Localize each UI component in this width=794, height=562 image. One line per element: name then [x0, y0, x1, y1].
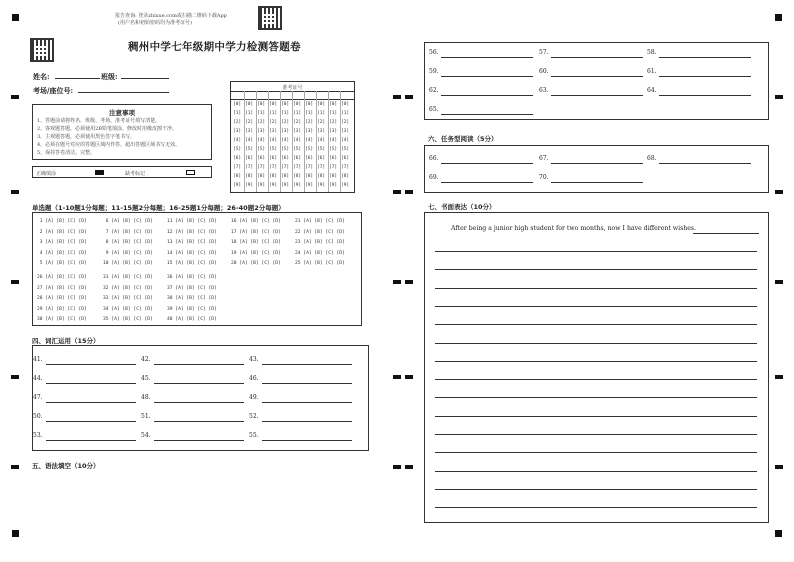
notice-title: 注意事项 [109, 109, 135, 117]
mcq-item[interactable]: 18 [A] [B] [C] [D] [231, 240, 281, 245]
writing-line[interactable] [435, 434, 757, 435]
exam-id-bubble[interactable]: [9] [233, 183, 242, 188]
question-number: 49. [249, 394, 259, 401]
exam-id-bubble[interactable]: [2] [245, 120, 254, 125]
exam-id-bubble[interactable]: [8] [329, 174, 338, 179]
exam-id-bubble[interactable]: [1] [245, 111, 254, 116]
mcq-item[interactable]: 12 [A] [B] [C] [D] [167, 229, 217, 235]
exam-id-bubble[interactable]: [8] [233, 174, 242, 179]
timing-mark [393, 280, 401, 284]
corner-mark [775, 530, 782, 537]
exam-id-bubble[interactable]: [2] [233, 120, 242, 125]
room-seat-field[interactable] [78, 92, 169, 93]
mcq-item[interactable]: 24 [A] [B] [C] [D] [295, 250, 345, 256]
exam-id-bubble[interactable]: [0] [317, 102, 326, 107]
exam-id-bubble[interactable]: [5] [341, 147, 350, 152]
exam-id-bubble[interactable]: [6] [269, 156, 278, 161]
timing-mark [405, 95, 413, 99]
exam-id-bubble[interactable]: [4] [269, 138, 278, 143]
exam-id-bubble[interactable]: [3] [269, 129, 278, 134]
question-number: 44. [33, 375, 43, 382]
mcq-item[interactable]: 4 [A] [B] [C] [D] [37, 250, 87, 256]
exam-id-bubble[interactable]: [9] [257, 183, 266, 188]
exam-id-bubble[interactable]: [8] [317, 174, 326, 179]
question-number: 45. [141, 375, 151, 382]
exam-id-bubble[interactable]: [9] [329, 183, 338, 188]
exam-id-bubble[interactable]: [3] [329, 129, 338, 134]
question-number: 58. [647, 49, 657, 56]
exam-id-bubble[interactable]: [4] [293, 138, 302, 143]
answer-line[interactable] [659, 163, 751, 164]
mcq-item[interactable]: 13 [A] [B] [C] [D] [167, 240, 217, 245]
timing-mark [393, 190, 401, 194]
answer-line[interactable] [551, 76, 643, 77]
exam-id-bubble[interactable]: [9] [245, 183, 254, 188]
exam-id-bubble[interactable]: [9] [269, 183, 278, 188]
answer-line[interactable] [441, 57, 533, 58]
exam-id-bubble[interactable]: [3] [341, 129, 350, 134]
exam-id-bubble[interactable]: [4] [305, 138, 314, 143]
mcq-item[interactable]: 36 [A] [B] [C] [D] [167, 275, 217, 280]
exam-id-bubble[interactable]: [0] [305, 102, 314, 107]
answer-line[interactable] [659, 57, 751, 58]
exam-id-bubble[interactable]: [3] [317, 129, 326, 134]
exam-id-bubble[interactable]: [4] [245, 138, 254, 143]
exam-id-bubble[interactable]: [5] [257, 147, 266, 152]
exam-id-bubble[interactable]: [5] [269, 147, 278, 152]
mcq-item[interactable]: 8 [A] [B] [C] [D] [103, 240, 153, 245]
answer-line[interactable] [551, 57, 643, 58]
timing-mark [775, 280, 783, 284]
exam-id-bubble[interactable]: [0] [329, 102, 338, 107]
exam-id-bubble[interactable]: [8] [257, 174, 266, 179]
writing-line[interactable] [435, 379, 757, 380]
answer-line[interactable] [46, 440, 136, 441]
answer-line[interactable] [441, 182, 533, 183]
exam-id-bubble[interactable]: [7] [317, 165, 326, 170]
question-number: 70. [539, 174, 549, 181]
exam-id-bubble[interactable]: [3] [245, 129, 254, 134]
writing-line[interactable] [435, 397, 757, 398]
section5-title: 五、语法填空（10分） [32, 462, 100, 470]
mcq-item[interactable]: 23 [A] [B] [C] [D] [295, 240, 345, 245]
exam-id-bubble[interactable]: [7] [269, 165, 278, 170]
exam-id-bubble[interactable]: [5] [233, 147, 242, 152]
name-label: 姓名: [33, 72, 50, 81]
mcq-item[interactable]: 19 [A] [B] [C] [D] [231, 250, 281, 256]
mcq-item[interactable]: 32 [A] [B] [C] [D] [103, 285, 153, 291]
exam-id-bubble[interactable]: [9] [317, 183, 326, 188]
mcq-item[interactable]: 17 [A] [B] [C] [D] [231, 229, 281, 235]
question-number: 62. [429, 87, 439, 94]
timing-mark [11, 280, 19, 284]
answer-line[interactable] [46, 421, 136, 422]
corner-mark [12, 530, 19, 537]
question-number: 47. [33, 394, 43, 401]
exam-id-bubble[interactable]: [3] [233, 129, 242, 134]
correct-fill-label: 正确填涂 [36, 171, 57, 177]
exam-id-bubble[interactable]: [0] [233, 102, 242, 107]
writing-line[interactable] [435, 269, 757, 270]
answer-line[interactable] [262, 440, 352, 441]
missing-mark-box[interactable] [186, 170, 195, 175]
mcq-title: 单选题（1-10题1分每题；11-15题2分每题；16-25题1分每题；26-40题2分每题） [32, 204, 285, 212]
exam-id-bubble[interactable]: [7] [293, 165, 302, 170]
exam-id-bubble[interactable]: [6] [305, 156, 314, 161]
exam-id-bubble[interactable]: [4] [341, 138, 350, 143]
writing-prompt: After being a junior high student for two months, now I have different wishes. [451, 225, 697, 232]
mcq-item[interactable]: 35 [A] [B] [C] [D] [103, 317, 153, 322]
scan-note-sub: (用户名和初始密码均为准考证号) [118, 20, 192, 26]
question-number: 63. [539, 87, 549, 94]
mcq-item[interactable]: 39 [A] [B] [C] [D] [167, 306, 217, 312]
exam-id-bubble[interactable]: [4] [233, 138, 242, 143]
answer-line[interactable] [441, 95, 533, 96]
exam-id-bubble[interactable]: [2] [329, 120, 338, 125]
timing-mark [11, 375, 19, 379]
writing-line[interactable] [435, 251, 757, 252]
timing-mark [775, 190, 783, 194]
exam-id-bubble[interactable]: [1] [233, 111, 242, 116]
exam-id-bubble[interactable]: [7] [281, 165, 290, 170]
mcq-item[interactable]: 16 [A] [B] [C] [D] [231, 219, 281, 224]
answer-line[interactable] [154, 440, 244, 441]
exam-id-bubble[interactable]: [1] [281, 111, 290, 116]
mcq-item[interactable]: 40 [A] [B] [C] [D] [167, 317, 217, 322]
writing-line[interactable] [435, 306, 757, 307]
timing-mark [405, 375, 413, 379]
answer-line[interactable] [441, 114, 533, 115]
answer-line[interactable] [154, 421, 244, 422]
answer-line[interactable] [46, 383, 136, 384]
exam-id-bubble[interactable]: [4] [281, 138, 290, 143]
answer-line[interactable] [154, 383, 244, 384]
exam-id-bubble[interactable]: [0] [245, 102, 254, 107]
section6-box [424, 145, 769, 193]
question-number: 64. [647, 87, 657, 94]
exam-id-bubble[interactable]: [8] [281, 174, 290, 179]
timing-mark [775, 95, 783, 99]
section7-title: 七、书面表达（10分） [428, 203, 496, 211]
exam-id-bubble[interactable]: [6] [341, 156, 350, 161]
answer-line[interactable] [262, 364, 352, 365]
exam-id-bubble[interactable]: [9] [281, 183, 290, 188]
exam-id-bubble[interactable]: [8] [293, 174, 302, 179]
exam-id-bubble[interactable]: [7] [341, 165, 350, 170]
exam-id-bubble[interactable]: [6] [281, 156, 290, 161]
section4-box [32, 345, 369, 451]
timing-mark [393, 375, 401, 379]
mcq-item[interactable]: 30 [A] [B] [C] [D] [37, 317, 87, 322]
exam-id-title: 准考证号 [282, 85, 303, 91]
mcq-item[interactable]: 7 [A] [B] [C] [D] [103, 229, 153, 235]
writing-line[interactable] [435, 361, 757, 362]
notice-item: 3、主观题答题，必须使用黑色签字笔书写。 [37, 134, 136, 140]
exam-id-bubble[interactable]: [6] [245, 156, 254, 161]
exam-id-bubble[interactable]: [4] [329, 138, 338, 143]
mcq-item[interactable]: 14 [A] [B] [C] [D] [167, 250, 217, 256]
exam-id-box [230, 81, 355, 193]
exam-id-bubble[interactable]: [2] [269, 120, 278, 125]
question-number: 52. [249, 413, 259, 420]
answer-line[interactable] [659, 95, 751, 96]
exam-id-bubble[interactable]: [3] [257, 129, 266, 134]
timing-mark [405, 280, 413, 284]
exam-id-bubble[interactable]: [2] [293, 120, 302, 125]
mcq-item[interactable]: 11 [A] [B] [C] [D] [167, 219, 217, 224]
question-number: 41. [33, 356, 43, 363]
writing-line[interactable] [435, 324, 757, 325]
mcq-item[interactable]: 31 [A] [B] [C] [D] [103, 275, 153, 280]
room-seat-label: 考场/座位号: [33, 86, 74, 95]
question-number: 54. [141, 432, 151, 439]
exam-id-bubble[interactable]: [0] [341, 102, 350, 107]
mcq-item[interactable]: 6 [A] [B] [C] [D] [103, 219, 153, 224]
timing-mark [11, 190, 19, 194]
mcq-box [32, 212, 362, 326]
writing-line[interactable] [435, 416, 757, 417]
section6-title: 六、任务型阅读（5分） [428, 135, 498, 143]
mcq-item[interactable]: 5 [A] [B] [C] [D] [37, 261, 87, 266]
exam-id-bubble[interactable]: [5] [281, 147, 290, 152]
exam-id-bubble[interactable]: [2] [281, 120, 290, 125]
exam-id-bubble[interactable]: [6] [257, 156, 266, 161]
answer-line[interactable] [46, 364, 136, 365]
mcq-item[interactable]: 9 [A] [B] [C] [D] [103, 250, 153, 256]
question-number: 56. [429, 49, 439, 56]
corner-mark [12, 14, 19, 21]
mcq-item[interactable]: 2 [A] [B] [C] [D] [37, 229, 87, 235]
qr-code-icon [30, 38, 54, 62]
timing-mark [393, 465, 401, 469]
exam-id-bubble[interactable]: [2] [257, 120, 266, 125]
writing-line[interactable] [435, 471, 757, 472]
exam-id-bubble[interactable]: [6] [317, 156, 326, 161]
exam-id-bubble[interactable]: [2] [317, 120, 326, 125]
scan-note: 报告查询: 登录zhixue.com或扫描二维码下载App [115, 13, 227, 19]
mcq-item[interactable]: 34 [A] [B] [C] [D] [103, 306, 153, 312]
exam-id-bubble[interactable]: [7] [257, 165, 266, 170]
answer-line[interactable] [154, 402, 244, 403]
class-label: 班级: [101, 72, 118, 81]
exam-id-bubble[interactable]: [8] [341, 174, 350, 179]
filled-box-icon [95, 170, 104, 175]
answer-line[interactable] [551, 95, 643, 96]
exam-id-bubble[interactable]: [7] [245, 165, 254, 170]
mcq-item[interactable]: 1 [A] [B] [C] [D] [37, 219, 87, 224]
class-field[interactable] [121, 78, 169, 79]
writing-line[interactable] [435, 343, 757, 344]
mcq-item[interactable]: 15 [A] [B] [C] [D] [167, 261, 217, 266]
answer-line[interactable] [262, 421, 352, 422]
question-number: 68. [647, 155, 657, 162]
exam-id-bubble[interactable]: [7] [305, 165, 314, 170]
exam-id-bubble[interactable]: [7] [329, 165, 338, 170]
answer-line[interactable] [551, 182, 643, 183]
mcq-item[interactable]: 20 [A] [B] [C] [D] [231, 261, 281, 266]
writing-line[interactable] [693, 233, 759, 234]
question-number: 65. [429, 106, 439, 113]
timing-mark [405, 190, 413, 194]
exam-id-bubble[interactable]: [8] [269, 174, 278, 179]
answer-line[interactable] [154, 364, 244, 365]
exam-id-bubble[interactable]: [5] [293, 147, 302, 152]
exam-id-bubble[interactable]: [1] [329, 111, 338, 116]
name-field[interactable] [55, 78, 100, 79]
question-number: 51. [141, 413, 151, 420]
answer-line[interactable] [262, 383, 352, 384]
notice-box [32, 104, 212, 160]
exam-id-bubble[interactable]: [1] [317, 111, 326, 116]
exam-id-bubble[interactable]: [1] [341, 111, 350, 116]
missing-mark-label: 缺考标记 [125, 171, 146, 177]
answer-line[interactable] [551, 163, 643, 164]
writing-line[interactable] [435, 288, 757, 289]
fill-example-box [32, 166, 212, 178]
mcq-item[interactable]: 27 [A] [B] [C] [D] [37, 285, 87, 291]
mcq-item[interactable]: 21 [A] [B] [C] [D] [295, 219, 345, 224]
notice-item: 2、客观题答题，必须使用2B铅笔填涂，修改时用橡皮擦干净。 [37, 126, 178, 132]
exam-id-bubble[interactable]: [9] [305, 183, 314, 188]
writing-line[interactable] [435, 507, 757, 508]
question-number: 53. [33, 432, 43, 439]
exam-id-bubble[interactable]: [0] [257, 102, 266, 107]
mcq-item[interactable]: 3 [A] [B] [C] [D] [37, 240, 87, 245]
exam-id-bubble[interactable]: [5] [305, 147, 314, 152]
timing-mark [775, 465, 783, 469]
exam-id-bubble[interactable]: [1] [293, 111, 302, 116]
answer-line[interactable] [441, 76, 533, 77]
question-number: 57. [539, 49, 549, 56]
exam-id-bubble[interactable]: [0] [269, 102, 278, 107]
exam-id-bubble[interactable]: [5] [317, 147, 326, 152]
exam-id-bubble[interactable]: [6] [233, 156, 242, 161]
exam-id-bubble[interactable]: [5] [329, 147, 338, 152]
timing-mark [405, 465, 413, 469]
question-number: 46. [249, 375, 259, 382]
question-number: 66. [429, 155, 439, 162]
exam-id-bubble[interactable]: [1] [257, 111, 266, 116]
notice-item: 5、保持答卷清洁、完整。 [37, 150, 96, 156]
exam-id-bubble[interactable]: [2] [305, 120, 314, 125]
question-number: 42. [141, 356, 151, 363]
mcq-item[interactable]: 38 [A] [B] [C] [D] [167, 296, 217, 301]
timing-mark [775, 375, 783, 379]
timing-mark [393, 95, 401, 99]
answer-line[interactable] [441, 163, 533, 164]
mcq-item[interactable]: 28 [A] [B] [C] [D] [37, 296, 87, 301]
exam-id-bubble[interactable]: [9] [293, 183, 302, 188]
section7-box [424, 212, 769, 523]
exam-id-bubble[interactable]: [3] [305, 129, 314, 134]
exam-id-bubble[interactable]: [7] [233, 165, 242, 170]
corner-mark [775, 14, 782, 21]
answer-line[interactable] [262, 402, 352, 403]
question-number: 48. [141, 394, 151, 401]
exam-id-bubble[interactable]: [4] [257, 138, 266, 143]
answer-line[interactable] [659, 76, 751, 77]
exam-id-bubble[interactable]: [6] [293, 156, 302, 161]
exam-id-bubble[interactable]: [4] [317, 138, 326, 143]
notice-item: 1、答题前请将姓名、班级、考场、准考证号填写清楚。 [37, 118, 161, 124]
mcq-item[interactable]: 22 [A] [B] [C] [D] [295, 229, 345, 235]
question-number: 61. [647, 68, 657, 75]
mcq-item[interactable]: 37 [A] [B] [C] [D] [167, 285, 217, 291]
question-number: 43. [249, 356, 259, 363]
answer-line[interactable] [46, 402, 136, 403]
qr-code-icon [258, 6, 282, 30]
exam-id-bubble[interactable]: [5] [245, 147, 254, 152]
timing-mark [11, 95, 19, 99]
exam-id-bubble[interactable]: [3] [281, 129, 290, 134]
exam-id-bubble[interactable]: [8] [245, 174, 254, 179]
mcq-item[interactable]: 33 [A] [B] [C] [D] [103, 296, 153, 301]
timing-mark [11, 465, 19, 469]
question-number: 59. [429, 68, 439, 75]
exam-id-bubble[interactable]: [0] [281, 102, 290, 107]
question-number: 55. [249, 432, 259, 439]
exam-id-bubble[interactable]: [0] [293, 102, 302, 107]
section4-title: 四、词汇运用（15分） [32, 337, 100, 345]
exam-id-bubble[interactable]: [3] [293, 129, 302, 134]
question-number: 69. [429, 174, 439, 181]
question-number: 50. [33, 413, 43, 420]
mcq-item[interactable]: 10 [A] [B] [C] [D] [103, 261, 153, 266]
exam-id-bubble[interactable]: [9] [341, 183, 350, 188]
mcq-item[interactable]: 29 [A] [B] [C] [D] [37, 306, 87, 312]
writing-line[interactable] [435, 489, 757, 490]
exam-id-bubble[interactable]: [2] [341, 120, 350, 125]
exam-id-bubble[interactable]: [6] [329, 156, 338, 161]
notice-item: 4、必须在题号对应的答题区域内作答，超出答题区域书写无效。 [37, 142, 181, 148]
exam-id-bubble[interactable]: [8] [305, 174, 314, 179]
question-number: 60. [539, 68, 549, 75]
writing-line[interactable] [435, 452, 757, 453]
question-number: 67. [539, 155, 549, 162]
exam-title: 稠州中学七年级期中学力检测答题卷 [128, 41, 301, 53]
mcq-item[interactable]: 26 [A] [B] [C] [D] [37, 275, 87, 280]
mcq-item[interactable]: 25 [A] [B] [C] [D] [295, 261, 345, 266]
exam-id-bubble[interactable]: [1] [305, 111, 314, 116]
exam-id-bubble[interactable]: [1] [269, 111, 278, 116]
right-top-box [424, 42, 769, 120]
